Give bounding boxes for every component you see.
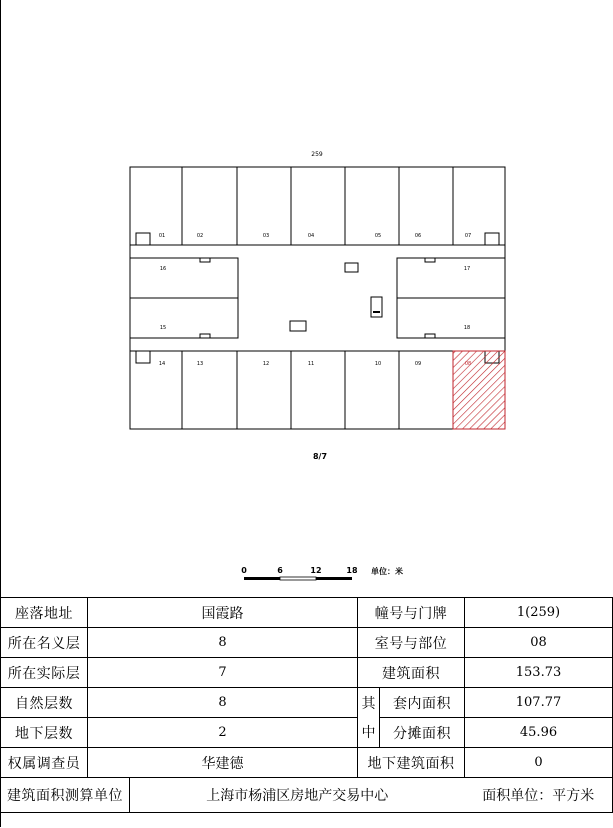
building-no-label: 幢号与门牌 [358,598,465,628]
survey-unit-label: 建筑面积测算单位 [1,778,130,813]
nominal-floor-value: 8 [88,628,358,658]
highlighted-room [453,351,505,429]
top-room-dividers [136,167,499,245]
room-label: 01 [158,233,166,239]
actual-floor-label: 所在实际层 [1,658,88,688]
area-unit-label: 面积单位：平方米 [465,778,613,813]
table-row [1,778,613,813]
table-row [1,688,613,718]
scale-tick: 6 [277,566,283,575]
table-row [1,628,613,658]
room-label: 17 [463,266,471,272]
scale-tick: 12 [310,566,322,575]
room-label: 室号与部位 [358,628,465,658]
table-row [1,718,613,748]
underground-area-label: 地下建筑面积 [358,748,465,778]
address-value: 国霞路 [88,598,358,628]
room-label: 09 [414,361,422,367]
room-label: 15 [159,325,167,331]
scale-tick: 18 [346,566,358,575]
scale-unit-label: 单位：米 [371,567,403,576]
room-value: 08 [465,628,613,658]
underground-floors-value: 2 [88,718,358,748]
building-number-label: 259 [311,151,323,158]
shared-area-label: 分摊面积 [380,718,465,748]
property-info-table [0,597,613,813]
of-which-char-1: 其 [358,688,380,718]
inner-area-value: 107.77 [465,688,613,718]
natural-floors-label: 自然层数 [1,688,88,718]
shared-area-value: 45.96 [465,718,613,748]
address-label: 座落地址 [1,598,88,628]
room-label: 02 [196,233,204,239]
room-label: 06 [414,233,422,239]
inner-area-label: 套内面积 [380,688,465,718]
room-label: 16 [159,266,167,272]
actual-floor-value: 7 [88,658,358,688]
survey-unit-value: 上海市杨浦区房地产交易中心 [130,778,465,813]
underground-area-value: 0 [465,748,613,778]
building-core [290,263,382,331]
table-row [1,658,613,688]
room-label: 10 [374,361,382,367]
of-which-char-2: 中 [358,718,380,748]
side-rooms [130,258,505,338]
floor-label: 8/7 [312,452,328,461]
room-label: 03 [262,233,270,239]
bottom-room-dividers [136,351,499,429]
room-label: 11 [307,361,315,367]
scale-bar [241,566,403,580]
room-label: 05 [374,233,382,239]
table-row [1,598,613,628]
room-label: 13 [196,361,204,367]
underground-floors-label: 地下层数 [1,718,88,748]
natural-floors-value: 8 [88,688,358,718]
room-label: 07 [464,233,472,239]
surveyor-value: 华建德 [88,748,358,778]
building-no-value: 1(259) [465,598,613,628]
room-label: 04 [307,233,315,239]
room-label: 14 [158,361,166,367]
table-row [1,748,613,778]
scale-tick: 0 [241,566,247,575]
room-label-highlighted: 08 [464,361,472,367]
nominal-floor-label: 所在名义层 [1,628,88,658]
room-labels [159,233,471,367]
surveyor-label: 权属调查员 [1,748,88,778]
building-area-value: 153.73 [465,658,613,688]
building-area-label: 建筑面积 [358,658,465,688]
room-label: 12 [262,361,270,367]
room-label: 18 [463,325,471,331]
